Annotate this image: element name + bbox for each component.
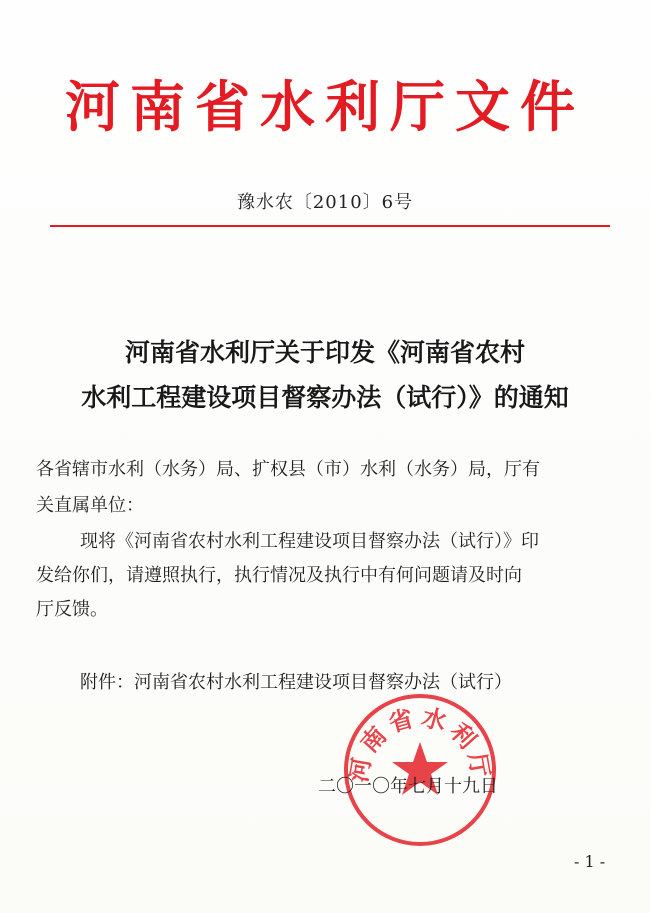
recipients-line-1: 各省辖市水利（水务）局、扩权县（市）水利（水务）局，厅有: [36, 459, 540, 480]
body-paragraph-line-1: 现将《河南省农村水利工程建设项目督察办法（试行）》印: [80, 531, 539, 552]
document-date: 二〇一〇年七月十九日: [318, 776, 498, 797]
page-number: - 1 -: [574, 852, 606, 871]
seal-text: 河南省水利厅: [344, 702, 496, 785]
official-seal: [340, 690, 500, 850]
document-header-title: 河南省水利厅文件: [64, 75, 585, 139]
notice-title-line-2: 水利工程建设项目督察办法（试行）》的通知: [81, 383, 569, 412]
header-divider: [50, 225, 610, 227]
recipients-line-2: 关直属单位：: [36, 495, 144, 516]
notice-title-line-1: 河南省水利厅关于印发《河南省农村: [124, 338, 525, 367]
body-paragraph-line-3: 厅反馈。: [36, 599, 108, 620]
attachment-line: 附件：河南省农村水利工程建设项目督察办法（试行）: [80, 672, 512, 693]
document-number: 豫水农〔2010〕6号: [236, 192, 414, 213]
body-paragraph-line-2: 发给你们，请遵照执行，执行情况及执行中有何问题请及时向: [36, 565, 522, 586]
